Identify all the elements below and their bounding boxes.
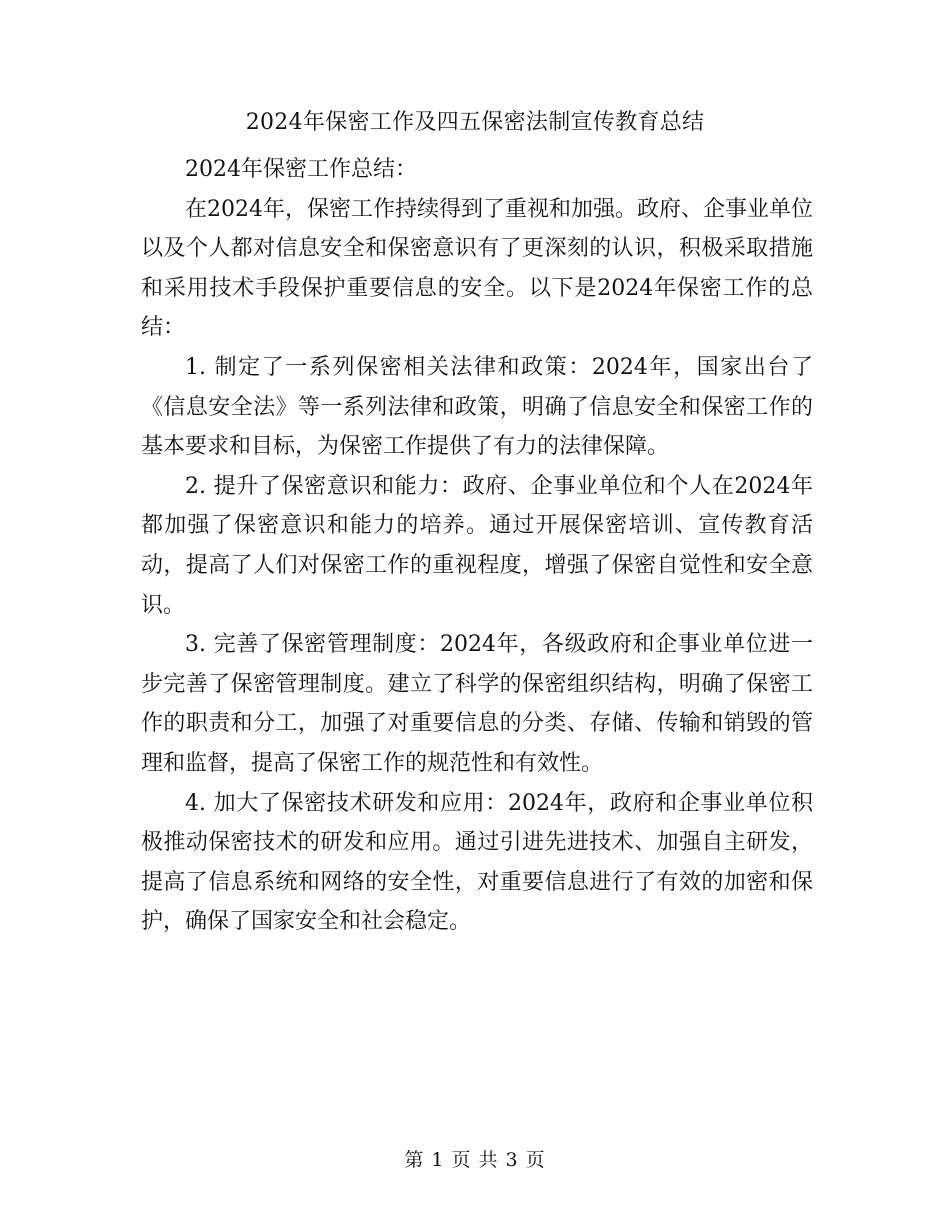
paragraph-item-1: 1. 制定了一系列保密相关法律和政策：2024年，国家出台了《信息安全法》等一系列法律和政策，明确了信息安全和保密工作的基本要求和目标，为保密工作提供了有力的法律保障。 [141, 354, 813, 460]
page-footer: 第 1 页 共 3 页 [404, 1149, 546, 1171]
paragraph-item-4: 4. 加大了保密技术研发和应用：2024年，政府和企事业单位积极推动保密技术的研发和应用。通过引进先进技术、加强自主研发，提高了信息系统和网络的安全性，对重要信息进行了有效的加密和保护，确保了国家安全和社会稳定。 [141, 790, 813, 935]
paragraph-intro: 在2024年，保密工作持续得到了重视和加强。政府、企事业单位以及个人都对信息安全和保密意识有了更深刻的认识，积极采取措施和采用技术手段保护重要信息的安全。以下是2024年保密工作的总结： [141, 196, 813, 341]
paragraph-item-2: 2. 提升了保密意识和能力：政府、企事业单位和个人在2024年都加强了保密意识和能力的培养。通过开展保密培训、宣传教育活动，提高了人们对保密工作的重视程度，增强了保密自觉性和安全意识。 [141, 473, 813, 618]
paragraph-item-3: 3. 完善了保密管理制度：2024年，各级政府和企事业单位进一步完善了保密管理制度。建立了科学的保密组织结构，明确了保密工作的职责和分工，加强了对重要信息的分类、存储、传输和销毁的管理和监督，提高了保密工作的规范性和有效性。 [141, 632, 813, 776]
document-title: 2024年保密工作及四五保密法制宣传教育总结 [245, 110, 705, 135]
section-heading: 2024年保密工作总结： [185, 157, 417, 182]
document-body [141, 150, 813, 942]
